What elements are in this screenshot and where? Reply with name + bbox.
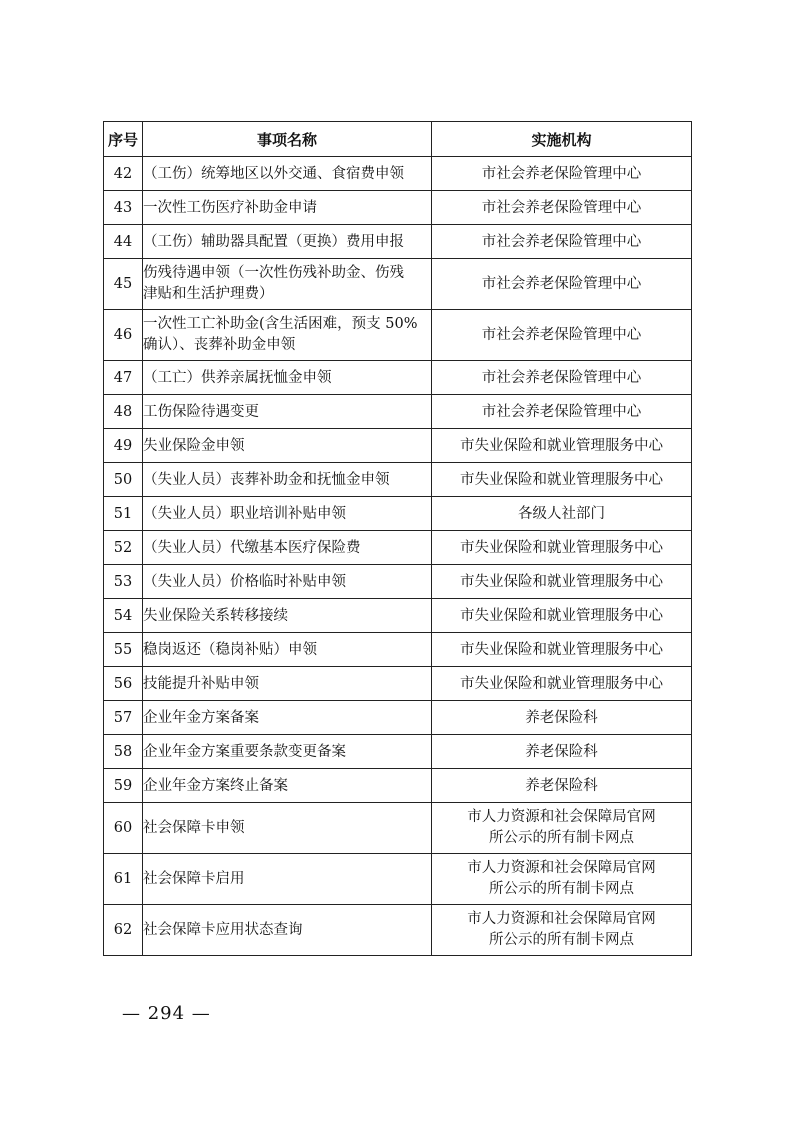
table-row <box>104 854 692 905</box>
row-number: 51 <box>104 497 143 531</box>
header-name: 事项名称 <box>143 122 432 157</box>
row-number: 49 <box>104 429 143 463</box>
implementing-agency-line: 养老保险科 <box>525 743 598 760</box>
row-number: 48 <box>104 395 143 429</box>
item-name-cell <box>143 497 432 531</box>
row-number: 45 <box>104 259 143 310</box>
item-name-cell <box>143 769 432 803</box>
implementing-agency-cell <box>432 157 692 191</box>
item-name-line: 社会保障卡启用 <box>143 870 245 887</box>
implementing-agency-line: 养老保险科 <box>525 777 598 794</box>
table-row <box>104 395 692 429</box>
item-name-cell <box>143 531 432 565</box>
implementing-agency-line: 市人力资源和社会保障局官网 <box>467 809 656 825</box>
implementing-agency-line: 所公示的所有制卡网点 <box>489 830 634 846</box>
implementing-agency-cell <box>432 769 692 803</box>
table-header-row <box>104 122 692 157</box>
item-name-line: 失业保险关系转移接续 <box>143 607 288 624</box>
item-name-line: 企业年金方案终止备案 <box>143 777 288 794</box>
implementing-agency-line: 所公示的所有制卡网点 <box>489 881 634 897</box>
table-row <box>104 191 692 225</box>
table-row <box>104 429 692 463</box>
implementing-agency-cell <box>432 565 692 599</box>
implementing-agency-line: 市社会养老保险管理中心 <box>481 369 642 386</box>
item-name-cell <box>143 395 432 429</box>
item-name-line: （工伤）统筹地区以外交通、食宿费申领 <box>143 165 404 182</box>
implementing-agency-line: 养老保险科 <box>525 709 598 726</box>
item-name-cell <box>143 259 432 310</box>
implementing-agency-cell <box>432 667 692 701</box>
implementing-agency-line: 市社会养老保险管理中心 <box>481 165 642 182</box>
implementing-agency-cell <box>432 191 692 225</box>
row-number: 50 <box>104 463 143 497</box>
table-row <box>104 769 692 803</box>
item-name-cell <box>143 429 432 463</box>
page-number: — 294 — <box>122 1003 211 1024</box>
implementing-agency-cell <box>432 905 692 956</box>
table-row <box>104 225 692 259</box>
item-name-cell <box>143 701 432 735</box>
row-number: 52 <box>104 531 143 565</box>
header-no: 序号 <box>104 122 143 157</box>
implementing-agency-line: 各级人社部门 <box>518 505 605 522</box>
item-name-line: （工伤）辅助器具配置（更换）费用申报 <box>143 233 404 250</box>
implementing-agency-cell <box>432 531 692 565</box>
item-name-cell <box>143 854 432 905</box>
implementing-agency-cell <box>432 599 692 633</box>
item-name-cell <box>143 361 432 395</box>
implementing-agency-line: 市失业保险和就业管理服务中心 <box>460 471 663 488</box>
implementing-agency-cell <box>432 225 692 259</box>
implementing-agency-cell <box>432 854 692 905</box>
implementing-agency-cell <box>432 463 692 497</box>
implementing-agency-cell <box>432 310 692 361</box>
item-name-line: 社会保障卡应用状态查询 <box>143 921 303 938</box>
row-number: 53 <box>104 565 143 599</box>
item-name-cell <box>143 225 432 259</box>
implementing-agency-line: 市失业保险和就业管理服务中心 <box>460 641 663 658</box>
row-number: 43 <box>104 191 143 225</box>
table-row <box>104 497 692 531</box>
item-name-line: 失业保险金申领 <box>143 437 245 454</box>
implementing-agency-line: 市失业保险和就业管理服务中心 <box>460 607 663 624</box>
item-name-cell <box>143 191 432 225</box>
row-number: 61 <box>104 854 143 905</box>
item-name-cell <box>143 803 432 854</box>
implementing-agency-cell <box>432 633 692 667</box>
item-name-line: 津贴和生活护理费） <box>143 286 274 302</box>
table-row <box>104 599 692 633</box>
row-number: 55 <box>104 633 143 667</box>
item-name-line: （失业人员）代缴基本医疗保险费 <box>143 539 361 556</box>
implementing-agency-cell <box>432 259 692 310</box>
implementing-agency-cell <box>432 429 692 463</box>
item-name-line: 一次性工亡补助金(含生活困难，预支 50% <box>143 316 418 332</box>
row-number: 54 <box>104 599 143 633</box>
item-name-cell <box>143 599 432 633</box>
item-name-line: （失业人员）价格临时补贴申领 <box>143 573 346 590</box>
implementing-agency-cell <box>432 361 692 395</box>
item-name-cell <box>143 463 432 497</box>
implementing-agency-line: 市失业保险和就业管理服务中心 <box>460 437 663 454</box>
table-row <box>104 667 692 701</box>
implementing-agency-cell <box>432 735 692 769</box>
implementing-agency-cell <box>432 395 692 429</box>
implementing-agency-line: 市人力资源和社会保障局官网 <box>467 860 656 876</box>
table-row <box>104 531 692 565</box>
table-row <box>104 463 692 497</box>
service-items-table <box>103 121 692 956</box>
implementing-agency-line: 市社会养老保险管理中心 <box>481 275 642 292</box>
table-body <box>104 157 692 956</box>
item-name-line: 社会保障卡申领 <box>143 819 245 836</box>
item-name-line: 工伤保险待遇变更 <box>143 403 259 420</box>
implementing-agency-cell <box>432 497 692 531</box>
row-number: 62 <box>104 905 143 956</box>
item-name-cell <box>143 633 432 667</box>
table-row <box>104 259 692 310</box>
item-name-line: 伤残待遇申领（一次性伤残补助金、伤残 <box>143 265 404 281</box>
row-number: 60 <box>104 803 143 854</box>
table-row <box>104 361 692 395</box>
table-row <box>104 701 692 735</box>
row-number: 58 <box>104 735 143 769</box>
item-name-line: 技能提升补贴申领 <box>143 675 259 692</box>
row-number: 56 <box>104 667 143 701</box>
header-org: 实施机构 <box>432 122 692 157</box>
implementing-agency-line: 市社会养老保险管理中心 <box>481 233 642 250</box>
implementing-agency-line: 市失业保险和就业管理服务中心 <box>460 539 663 556</box>
implementing-agency-line: 市社会养老保险管理中心 <box>481 326 642 343</box>
implementing-agency-cell <box>432 803 692 854</box>
item-name-cell <box>143 905 432 956</box>
row-number: 47 <box>104 361 143 395</box>
item-name-cell <box>143 735 432 769</box>
table-row <box>104 633 692 667</box>
item-name-line: （失业人员）职业培训补贴申领 <box>143 505 346 522</box>
implementing-agency-line: 市社会养老保险管理中心 <box>481 403 642 420</box>
table-row <box>104 157 692 191</box>
implementing-agency-line: 市社会养老保险管理中心 <box>481 199 642 216</box>
item-name-line: 一次性工伤医疗补助金申请 <box>143 199 317 216</box>
row-number: 59 <box>104 769 143 803</box>
item-name-cell <box>143 157 432 191</box>
item-name-line: 企业年金方案备案 <box>143 709 259 726</box>
row-number: 46 <box>104 310 143 361</box>
item-name-line: 企业年金方案重要条款变更备案 <box>143 743 346 760</box>
row-number: 57 <box>104 701 143 735</box>
implementing-agency-line: 市人力资源和社会保障局官网 <box>467 911 656 927</box>
item-name-line: （失业人员）丧葬补助金和抚恤金申领 <box>143 471 390 488</box>
table-row <box>104 310 692 361</box>
item-name-line: 确认）、丧葬补助金申领 <box>143 337 296 353</box>
implementing-agency-line: 市失业保险和就业管理服务中心 <box>460 675 663 692</box>
item-name-cell <box>143 667 432 701</box>
row-number: 42 <box>104 157 143 191</box>
item-name-cell <box>143 310 432 361</box>
item-name-cell <box>143 565 432 599</box>
table-row <box>104 905 692 956</box>
table-row <box>104 803 692 854</box>
implementing-agency-cell <box>432 701 692 735</box>
item-name-line: 稳岗返还（稳岗补贴）申领 <box>143 641 317 658</box>
table-row <box>104 565 692 599</box>
implementing-agency-line: 所公示的所有制卡网点 <box>489 932 634 948</box>
table-row <box>104 735 692 769</box>
implementing-agency-line: 市失业保险和就业管理服务中心 <box>460 573 663 590</box>
item-name-line: （工亡）供养亲属抚恤金申领 <box>143 369 332 386</box>
row-number: 44 <box>104 225 143 259</box>
